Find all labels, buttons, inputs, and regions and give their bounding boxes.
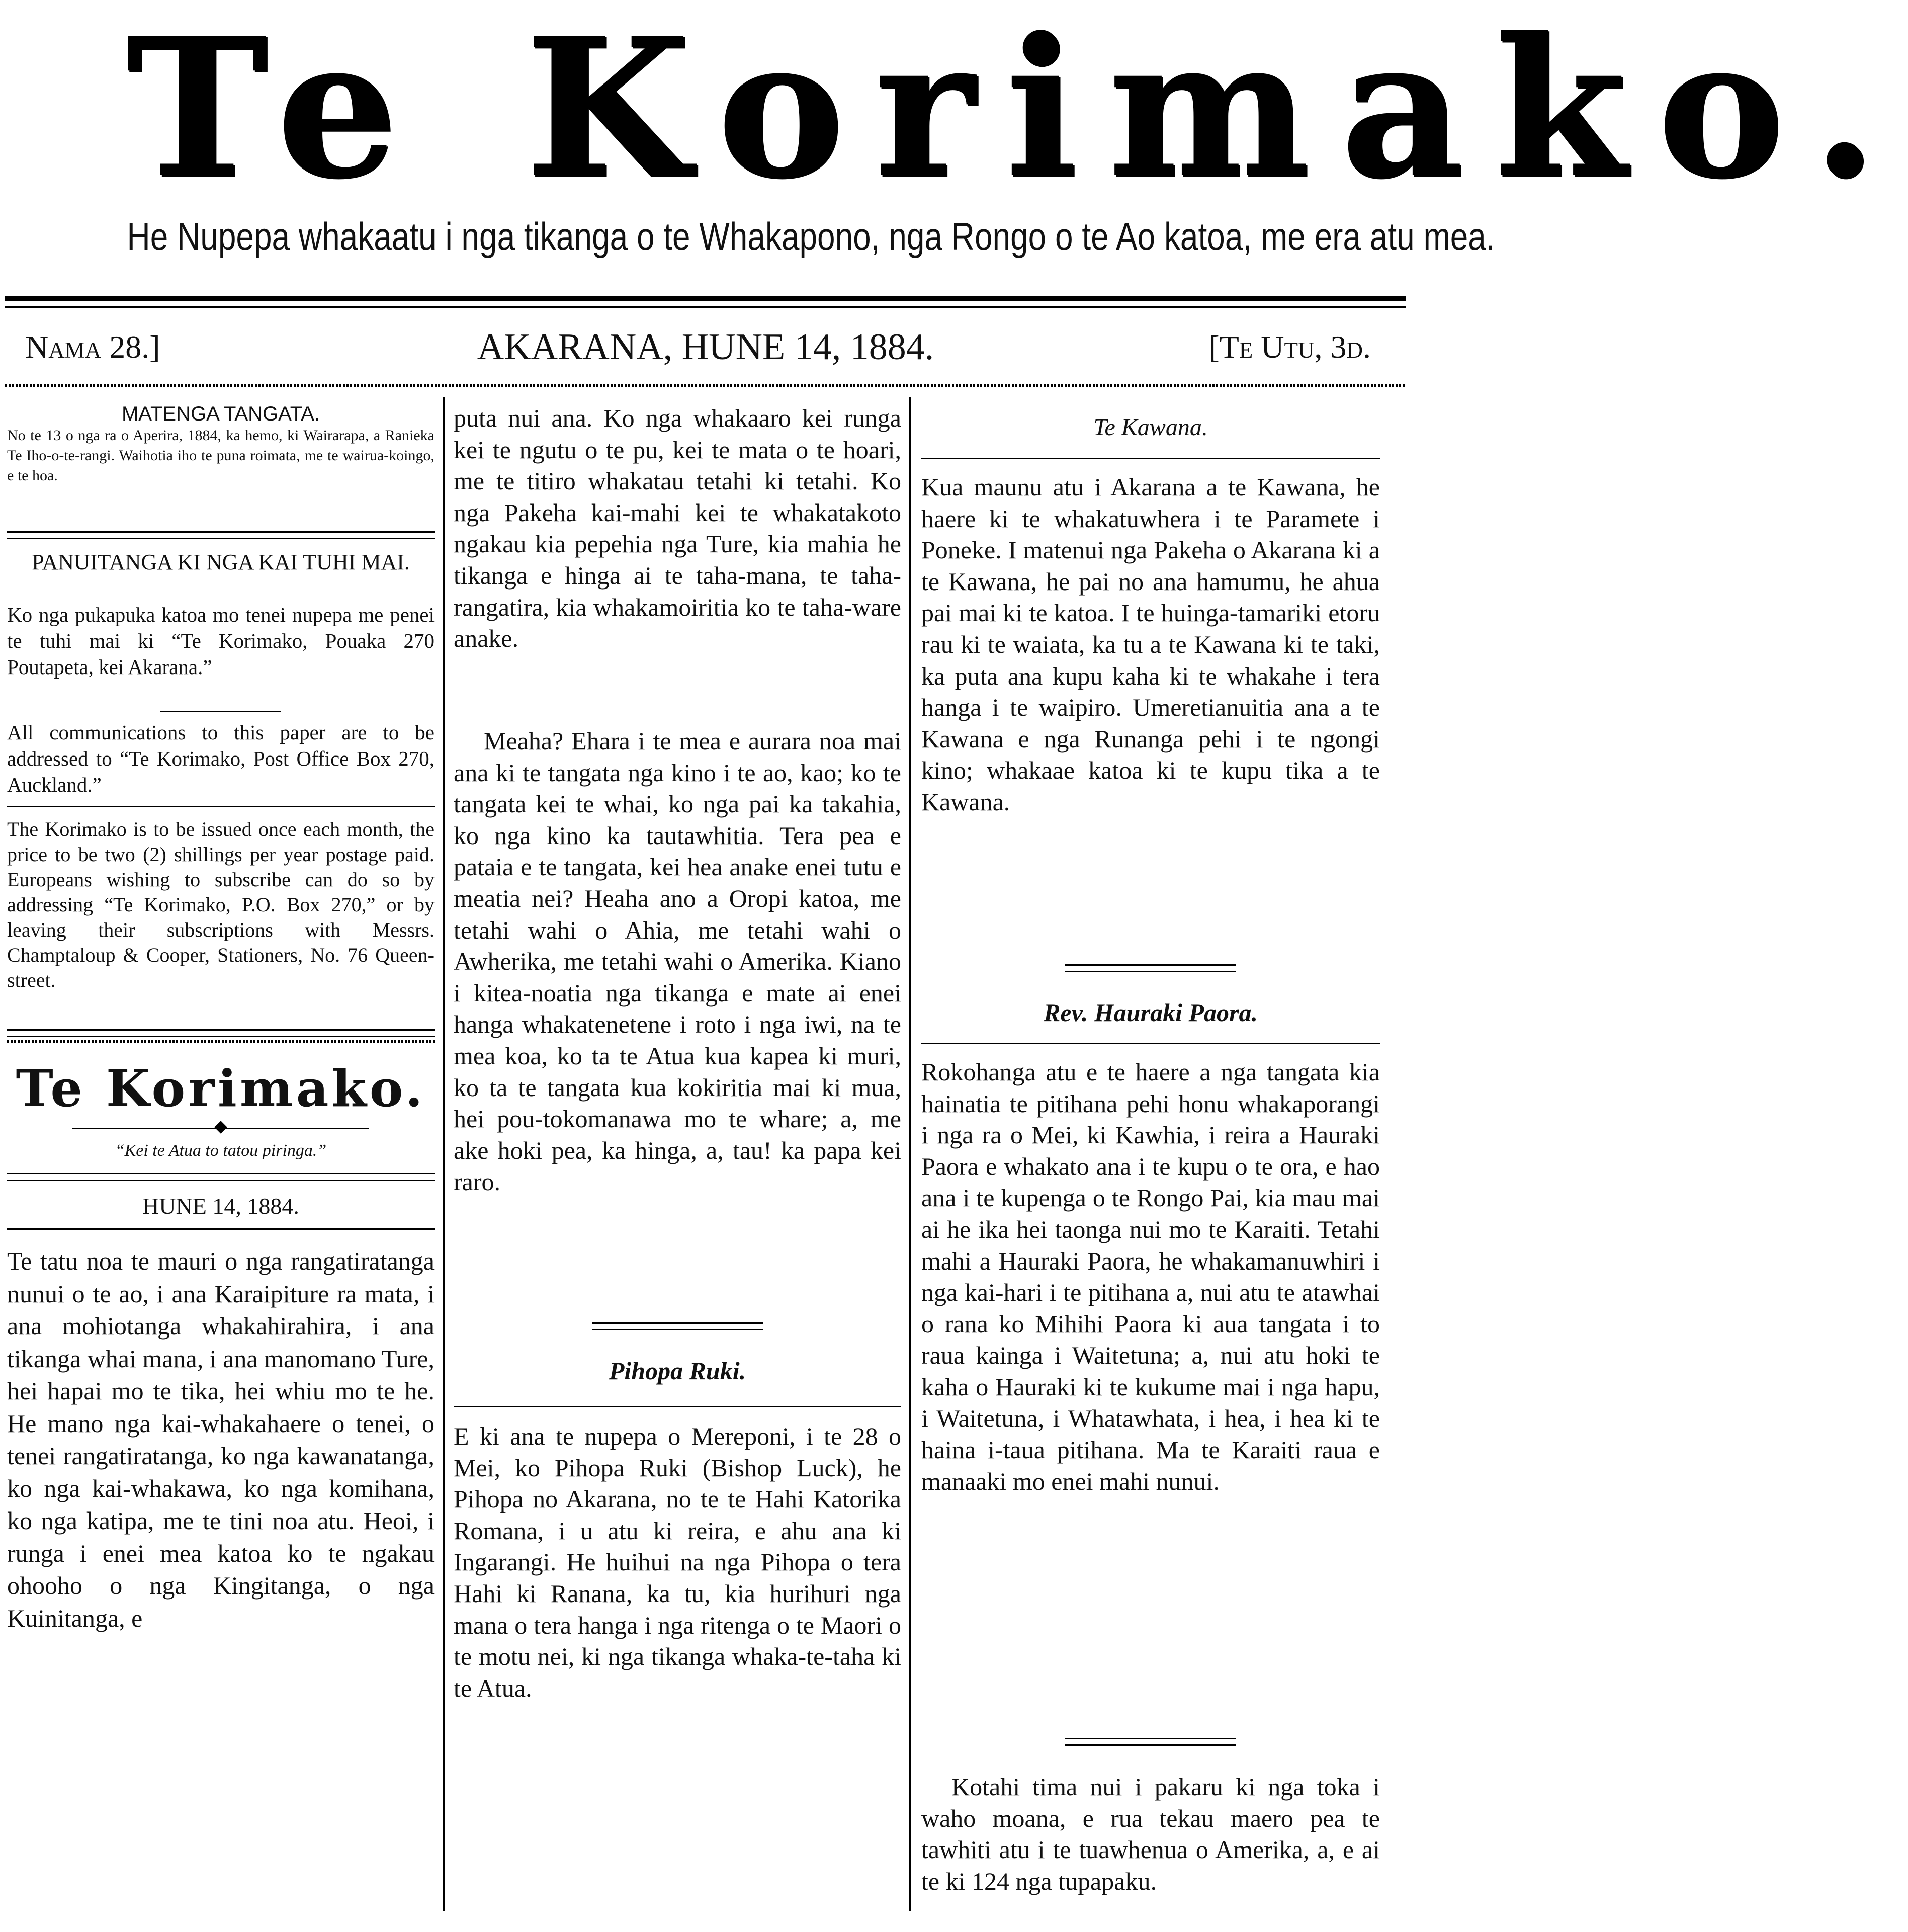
editorial-continued: puta nui ana. Ko nga whakaaro kei runga kei te ngutu o te pu, kei te mata o te hoari, me te titiro whakatau tetahi ki tetahi. Ko nga Pakeha kai-mahi kei te whakatakoto ngakau kia pepehia nga Ture, kia mahia he tikanga e hinga ai te taha-mana, te taha-rangatira, kia whakamoiritia ko te taha-ware anake.	[454, 404, 901, 653]
editorial-date: HUNE 14, 1884.	[142, 1193, 299, 1219]
column-rule-1	[443, 397, 445, 1911]
small-masthead: Te Korimako.	[16, 1059, 426, 1118]
notice-heading: PANUITANGA KI NGA KAI TUHI MAI.	[32, 550, 410, 574]
short-rule	[160, 711, 281, 712]
bishop-article: E ki ana te nupepa o Mereponi, i te 28 o Mei, ko Pihopa Ruki (Bishop Luck), he Pihopa no Akarana, no te te Hahi Katorika Romana, i u atu ki reira, e ahu ana ki Ingarangi. He huihui na nga Pihopa o tera Hahi ki Ranana, ka tu, kia hurihuri nga mana o tera hanga i nga ritenga o te Maori o te motu nei, ki nga tikanga whaka-te-taha ki te Atua.	[454, 1422, 901, 1702]
separator-rule	[7, 1040, 435, 1043]
diamond-rule	[72, 1121, 369, 1136]
editorial-text: Te tatu noa te mauri o nga rangatiratanga nunui o te ao, i ana Karaipiture ra mata, i ana mohiotanga whakahirahira, i ana tikanga whai mana, i ana manomano Ture, hei hapai mo te tika, hei whiu mo te he. He mano nga kai-whakahaere o tenei, o tenei rangatiratanga, ko nga kawanatanga, ko nga kai-whakawa, ko nga komihana, ko nga katipa, me te tini noa atu. Heoi, i runga i enei mea katoa ko te ngakau ohooho o nga Kingitanga, o nga Kuinitanga, e	[7, 1247, 435, 1632]
dateline	[0, 327, 1411, 367]
separator-rule	[7, 806, 435, 807]
rev-heading-text: Rev. Hauraki Paora.	[1044, 998, 1258, 1027]
separator-rule	[921, 1043, 1380, 1044]
motto	[7, 1136, 435, 1166]
masthead-subtitle: He Nupepa whakaatu i nga tikanga o te Whakapono, nga Rongo o te Ao katoa, me era atu mea.	[127, 214, 1495, 259]
motto-text: “Kei te Atua to tatou piringa.”	[115, 1141, 327, 1160]
steamer-article: Kotahi tima nui i pakaru ki nga toka i waho moana, e rua tekau maero pea te tawhiti atu i te tuawhenua o Amerika, a, e ai te ki 124 nga tupapaku.	[921, 1773, 1380, 1895]
separator-rule	[7, 1173, 435, 1181]
separator-rule	[454, 1406, 901, 1407]
death-notice-heading: MATENGA TANGATA.	[121, 403, 320, 425]
death-notice-text: No te 13 o nga ra o Aperira, 1884, ka hemo, ki Wairarapa, a Ranieka Te Iho-o-te-rangi. Waihotia iho te puna roimata, me te wairua-koingo, e te hoa.	[7, 427, 435, 484]
notice-english-text: All communications to this paper are to be addressed to “Te Korimako, Post Office Box 270, Auckland.”	[7, 721, 435, 796]
column-rule-2	[909, 397, 911, 1911]
separator-rule	[7, 1228, 435, 1230]
column-2	[454, 402, 901, 1799]
separator-rule	[921, 458, 1380, 459]
bishop-heading-text: Pihopa Ruki.	[609, 1357, 746, 1385]
masthead-title: Te Korimako.	[126, 0, 1908, 220]
rev-heading	[921, 997, 1380, 1028]
dateline-place-date: AKARANA, HUNE 14, 1884.	[477, 326, 934, 368]
masthead	[0, 0, 1908, 220]
separator-rule	[7, 1029, 435, 1037]
dateline-price: [Te Utu, 3d.	[1208, 329, 1371, 365]
subscription-notice: The Korimako is to be issued once each month, the price to be two (2) shillings per year postage paid. Europeans wishing to subscribe can do so by addressing “Te Korimako, P.O. Box 270,” or by leaving their subscriptions with Messrs. Champtaloup & Cooper, Stationers, No. 76 Queen-street.	[7, 818, 435, 991]
notice-maori-text: Ko nga pukapuka katoa mo tenei nupepa me penei te tuhi mai ki “Te Korimako, Pouaka 270 Poutapeta, kei Akarana.”	[7, 603, 435, 679]
column-3	[921, 402, 1380, 1932]
separator-rule	[1065, 964, 1236, 972]
dateline-issue-number: Nama 28.]	[25, 329, 160, 365]
governor-heading	[921, 412, 1380, 443]
governor-heading-text: Te Kawana.	[1093, 414, 1208, 441]
governor-article: Kua maunu atu i Akarana a te Kawana, he haere ki te whakatuwhera i te Paramete i Poneke. I matenui nga Pakeha o Akarana ki a te Kawana, he pai no ana hamumu, he ahua pai mai ki te katoa. I te huinga-tamariki etoru rau ki te waiata, ka tu a te Kawana ki te taki, ka puta ana kupu kaha ki te whakahe i tera hanga i te waipiro. Umeretianuitia ana a te Kawana e nga Runanga pehi i te ngongi kino; whakaae katoa ki te kupu tika a te Kawana.	[921, 473, 1380, 816]
top-rule-lower	[5, 306, 1406, 308]
bishop-heading	[454, 1356, 901, 1386]
column-1	[7, 402, 435, 1764]
editorial-paragraph-2: Meaha? Ehara i te mea e aurara noa mai ana ki te tangata nga kino i te ao, kao; ko te tangata kei te whai, ko nga pai ka takahia, ko nga kino ka tautawhitia. Tera pea e pataia e te tangata, kei hea anake enei tutu e meatia nei? Heaha ano a Oropi katoa, me tetahi wahi o Ahia, me tetahi wahi o Awherika, me tetahi wahi o Amerika. Kiano i kitea-noatia nga tikanga e mate ai enei hanga whakatenetene i roto i nga iwi, na te mea koa, ko ta te Atua kua kapea ki muri, ko ta te tangata kua kokiritia mai ki mua, hei pou-tokomanawa mo te whare; a, me ake hoki pea, ka hinga, a, tau! ka papa kei raro.	[454, 727, 901, 1196]
rev-article: Rokohanga atu e te haere a nga tangata kia hainatia te pitihana pehi honu whakaporangi i nga ra o Mei, ki Kawhia, i reira a Hauraki Paora e whakato ana i te kupu o te ora, e hao ana i te kupenga o te Rongo Pai, kia mau mai ai he ika hei taonga nui mo te Karaiti. Tetahi mahi a Hauraki Paora, he whakamanuwhiri i nga kai-hari i te pitihana a, nui atu te atawhai o rana ko Mihihi Paora ki aua tangata i to raua kainga i Waitetuna; a, nui atu hoki te kaha o Hauraki ki te kukume mai i nga hapu, i Waitetuna, i Whatawhata, i hea, i hea ki te haina i-taua pitihana. Ma te Karaiti raua e manaaki mo enei mahi nunui.	[921, 1058, 1380, 1495]
dateline-rule	[5, 384, 1406, 387]
top-rule-upper	[5, 296, 1406, 301]
separator-rule	[7, 531, 435, 539]
separator-rule	[1065, 1738, 1236, 1746]
separator-rule	[592, 1322, 763, 1330]
